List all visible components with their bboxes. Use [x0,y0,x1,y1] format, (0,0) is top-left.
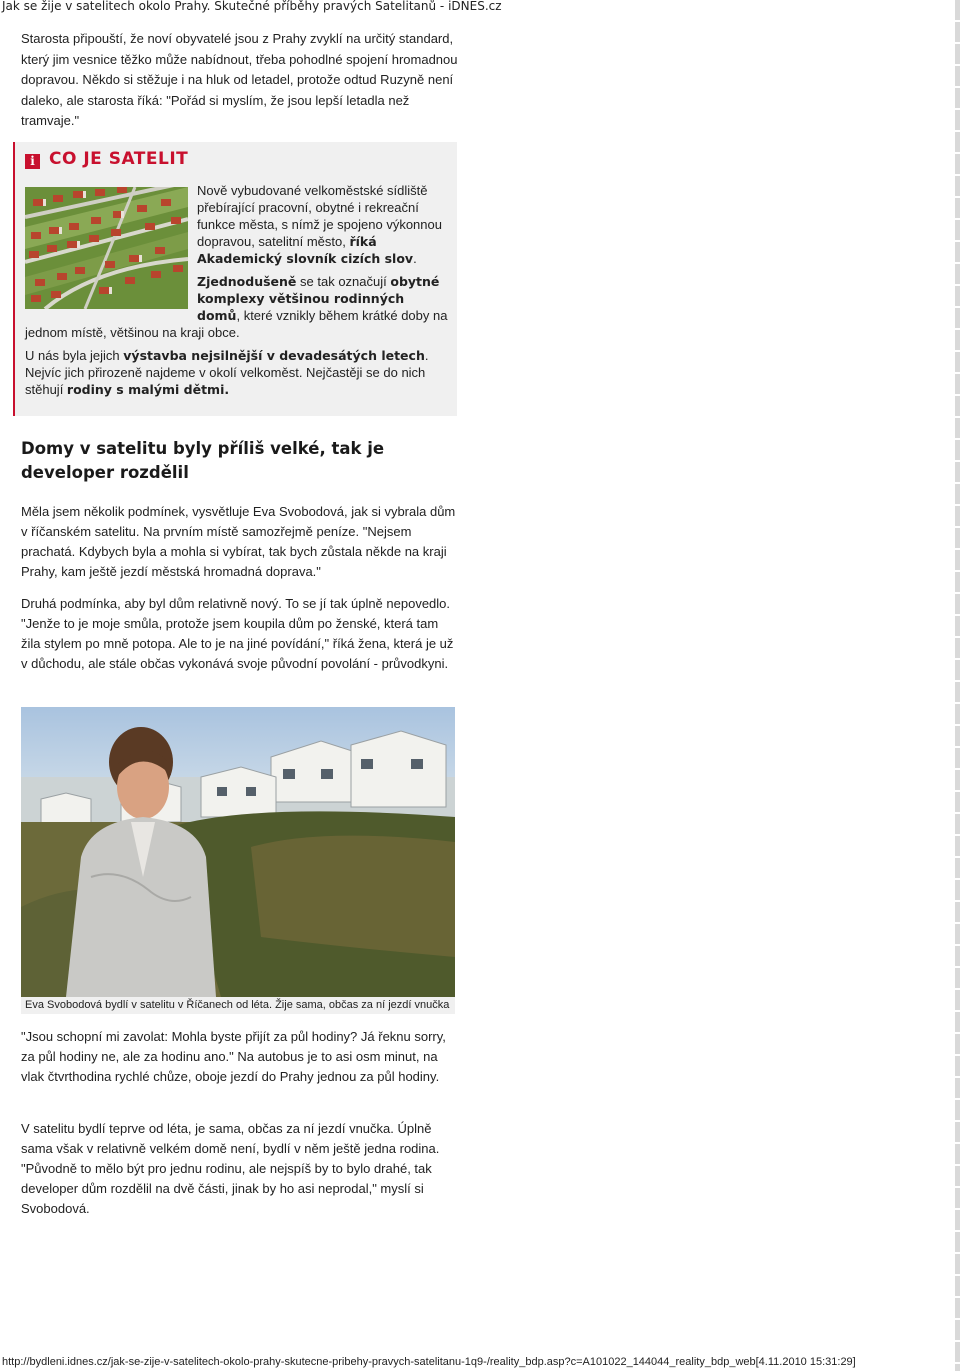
info-paragraph-1: Nově vybudované velkoměstské sídliště přebírající pracovní, obytné i rekreační funkce města, s nímž je spojeno výkonnou dopravou, satelitní město, říká Akademický slovník cizích slov. [197,183,442,266]
article-paragraph: V satelitu bydlí teprve od léta, je sama, občas za ní jezdí vnučka. Úplně sama však v relativně velkém domě není, bydlí v něm ještě jedna rodina. "Původně to mělo být pro jednu rodinu, ale nejspíš by to bylo drahé, tak developer dům rozdělil na dvě části, jinak by ho asi neprodal," myslí si Svobodová. [21,1121,440,1216]
info-box-satelit [13,142,457,416]
article-paragraph: Měla jsem několik podmínek, vysvětluje Eva Svobodová, jak si vybrala dům v říčanském satelitu. Na prvním místě samozřejmě peníze. "Nejsem prachatá. Kdybych byla a mohla si vybírat, tak bych zůstala někde na kraji Prahy, kam ještě jezdí městská hromadná doprava." [21,504,456,579]
info-paragraph-3: U nás byla jejich výstavba nejsilnější v devadesátých letech. Nejvíc jich přirozeně najdeme v okolí velkoměst. Nejčastěji se do nich stěhují rodiny s malými dětmi. [25,348,429,397]
article-paragraph: "Jsou schopní mi zavolat: Mohla byste přijít za půl hodiny? Já řeknu sorry, za půl hodiny ne, ale za hodinu ano." Na autobus je to asi osm minut, na vlak čtvrthodina rychlé chůze, oboje jezdí do Prahy jednou za půl hodiny. [21,1029,446,1084]
article-paragraph: Druhá podmínka, aby byl dům relativně nový. To se jí tak úplně nepovedlo. "Jenže to je moje smůla, protože jsem koupila dům po ženské, která tam žila stylem po mně potopa. Ale to je na jiné povídání," říká žena, která je už v důchodu, ale stále občas vykonává svoje původní povolání - průvodkyni. [21,596,454,671]
info-icon: i [25,154,40,169]
section-heading: Domy v satelitu byly příliš velké, tak je developer rozdělil [21,439,385,482]
print-page-url: http://bydleni.idnes.cz/jak-se-zije-v-satelitech-okolo-prahy-skutecne-pribehy-pravych-satelitanu-1q9-/reality_bdp.asp?c=A101022_144044_reality_bdp_web[4.11.2010 15:31:29] [2,1356,856,1368]
intro-paragraph: Starosta připouští, že noví obyvatelé jsou z Prahy zvyklí na určitý standard, který jim vesnice těžko může nabídnout, třeba pohodlné spojení hromadnou dopravou. Někdo si stěžuje i na hluk od letadel, protože odtud Ruzyně není daleko, ale starosta říká: "Pořád si myslím, že jsou lepší letadla než tramvaje." [21,31,458,128]
info-box-text [25,182,450,404]
page-edge-decoration [955,0,960,1371]
photo-caption: Eva Svobodová bydlí v satelitu v Říčanech od léta. Žije sama, občas za ní jezdí vnučka [21,997,455,1014]
info-paragraph-2: Zjednodušeně se tak označují obytné komplexy většinou rodinných domů, které vznikly během krátké doby na jednom místě, většinou na kraji obce. [25,274,448,340]
info-box-title: CO JE SATELIT [49,149,189,169]
portrait-photo [21,707,455,997]
print-page-title: Jak se žije v satelitech okolo Prahy. Skutečné příběhy pravých Satelitanů - iDNES.cz [2,0,502,13]
